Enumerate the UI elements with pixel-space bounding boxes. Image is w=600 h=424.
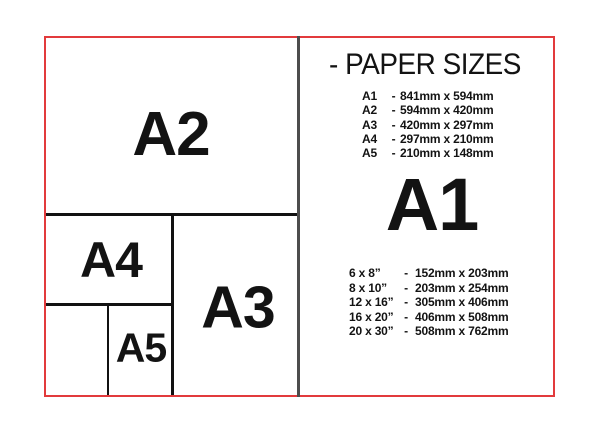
a-size-separator: - (391, 103, 396, 118)
inch-size-dimensions: 152mm x 203mm (415, 266, 509, 280)
a-size-dimensions: 841mm x 594mm (400, 89, 494, 103)
inch-size-separator: - (404, 295, 408, 310)
a-size-separator: - (391, 131, 396, 146)
inch-size-name: 8 x 10” (349, 280, 387, 295)
a-size-dimensions: 297mm x 210mm (400, 131, 494, 146)
inch-size-separator: - (404, 324, 408, 339)
inch-size-separator: - (404, 309, 408, 324)
a-size-dimensions: 210mm x 148mm (400, 146, 494, 161)
a1-featured-label: A1 (385, 163, 479, 246)
a-size-dimensions: 594mm x 420mm (400, 103, 494, 118)
a-size-name: A5 (362, 146, 377, 161)
a-size-separator: - (391, 146, 396, 161)
a-size-dimensions: 420mm x 297mm (400, 117, 494, 132)
inch-size-separator: - (404, 266, 408, 280)
inch-size-name: 6 x 8” (349, 266, 381, 280)
inch-size-name: 12 x 16” (349, 295, 394, 310)
a-size-separator: - (391, 117, 396, 132)
a2-box-label: A2 (132, 100, 210, 169)
a5-box-label: A5 (115, 324, 167, 371)
a-size-name: A1 (362, 89, 377, 103)
a-size-separator: - (391, 89, 396, 103)
inch-sizes-table (349, 266, 508, 339)
inch-size-dimensions: 305mm x 406mm (415, 295, 509, 310)
page-title: - PAPER SIZES (329, 48, 521, 81)
a-sizes-table (362, 89, 493, 160)
inch-size-dimensions: 406mm x 508mm (415, 309, 509, 324)
a4-bottom-line (46, 303, 174, 306)
a-size-name: A2 (362, 103, 377, 118)
inch-size-name: 20 x 30” (349, 324, 394, 339)
a4-box-label: A4 (80, 232, 142, 288)
inch-size-dimensions: 203mm x 254mm (415, 280, 509, 295)
inch-size-separator: - (404, 280, 408, 295)
a-size-name: A4 (362, 131, 377, 146)
inch-size-name: 16 x 20” (349, 309, 394, 324)
a-size-name: A3 (362, 117, 377, 132)
a5-left-line (107, 306, 109, 395)
inch-size-dimensions: 508mm x 762mm (415, 324, 509, 339)
panel-divider-line (297, 36, 300, 397)
a3-box-label: A3 (201, 274, 275, 341)
